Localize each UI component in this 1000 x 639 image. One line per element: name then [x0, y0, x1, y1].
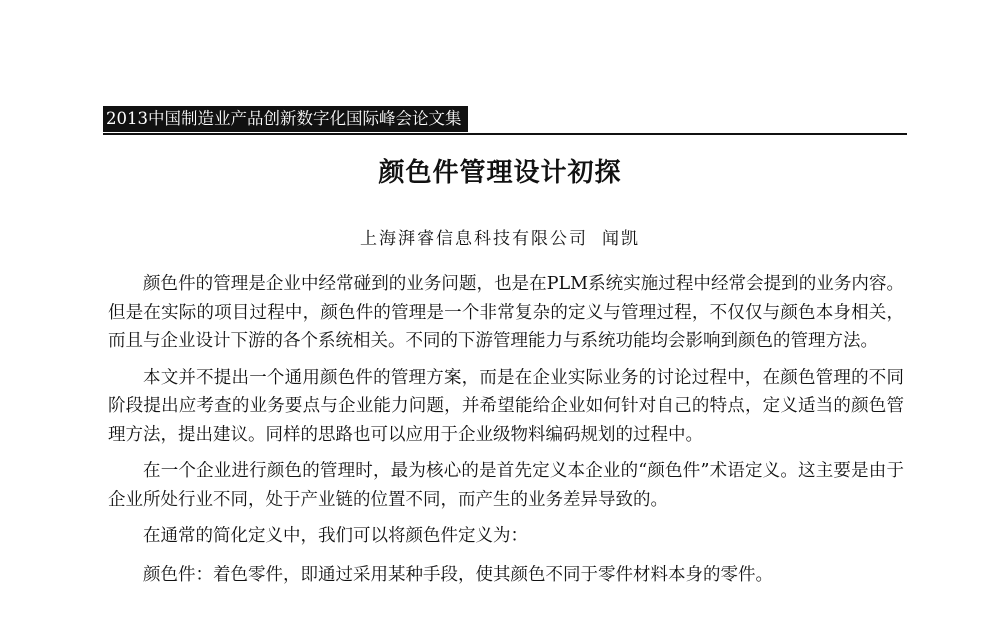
header-rule	[103, 133, 907, 135]
author-line	[0, 226, 1000, 252]
body-text	[108, 270, 904, 597]
author-affiliation: 上海湃睿信息科技有限公司	[360, 229, 588, 249]
paper-title: 颜色件管理设计初探	[378, 158, 622, 188]
paragraph-5: 颜色件：着色零件，即通过采用某种手段，使其颜色不同于零件材料本身的零件。	[143, 564, 773, 585]
running-header: 2013中国制造业产品创新数字化国际峰会论文集	[103, 106, 468, 132]
paragraph-2: 本文并不提出一个通用颜色件的管理方案，而是在企业实际业务的讨论过程中，在颜色管理的不同阶段提出应考查的业务要点与企业能力问题，并希望能给企业如何针对自己的特点，定义适当的颜色管理方法，提出建议。同样的思路也可以应用于企业级物料编码规划的过程中。	[108, 367, 904, 445]
paragraph-1: 颜色件的管理是企业中经常碰到的业务问题，也是在PLM系统实施过程中经常会提到的业务内容。但是在实际的项目过程中，颜色件的管理是一个非常复杂的定义与管理过程，不仅仅与颜色本身相关，而且与企业设计下游的各个系统相关。不同的下游管理能力与系统功能均会影响到颜色的管理方法。	[108, 274, 904, 351]
paragraph-4: 在通常的简化定义中，我们可以将颜色件定义为：	[143, 526, 528, 546]
author-name: 闻凯	[602, 229, 640, 249]
paragraph-3: 在一个企业进行颜色的管理时，最为核心的是首先定义本企业的“颜色件”术语定义。这主要是由于企业所处行业不同，处于产业链的位置不同，而产生的业务差异导致的。	[108, 461, 904, 510]
